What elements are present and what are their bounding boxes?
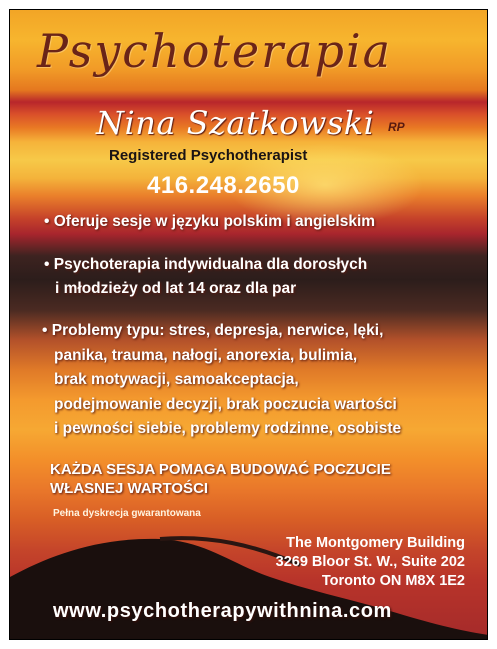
website-link[interactable]: www.psychotherapywithnina.com [53, 600, 392, 622]
bullet-problems-line2: panika, trauma, nałogi, anorexia, bulimia, [54, 347, 358, 364]
role-title: Registered Psychotherapist [109, 147, 308, 164]
credential-badge: RP [388, 120, 405, 134]
address-building: The Montgomery Building [286, 535, 465, 551]
therapist-name: Nina Szatkowski [96, 104, 375, 142]
title: Psychoterapia [37, 24, 393, 78]
bullet-languages: • Oferuje sesje w języku polskim i angielskim [44, 213, 376, 230]
discretion-note: Pełna dyskrecja gwarantowana [53, 508, 201, 519]
bullet-individual-therapy: • Psychoterapia indywidualna dla dorosłych [44, 256, 368, 273]
address-city: Toronto ON M8X 1E2 [321, 573, 465, 589]
bullet-problems: • Problemy typu: stres, depresja, nerwice, lęki, [42, 322, 384, 339]
psychotherapy-flyer [9, 9, 488, 640]
address-street: 3269 Bloor St. W., Suite 202 [275, 554, 465, 570]
bullet-problems-line3: brak motywacji, samoakceptacja, [54, 371, 299, 388]
bullet-problems-line5: i pewności siebie, problemy rodzinne, osobiste [54, 420, 402, 437]
bullet-problems-line4: podejmowanie decyzji, brak poczucia wartości [54, 396, 397, 413]
bullet-individual-therapy-cont: i młodzieży od lat 14 oraz dla par [55, 280, 297, 297]
slogan-line2: WŁASNEJ WARTOŚCI [50, 480, 209, 497]
phone-number: 416.248.2650 [147, 172, 300, 199]
slogan-line1: KAŻDA SESJA POMAGA BUDOWAĆ POCZUCIE [50, 461, 391, 478]
